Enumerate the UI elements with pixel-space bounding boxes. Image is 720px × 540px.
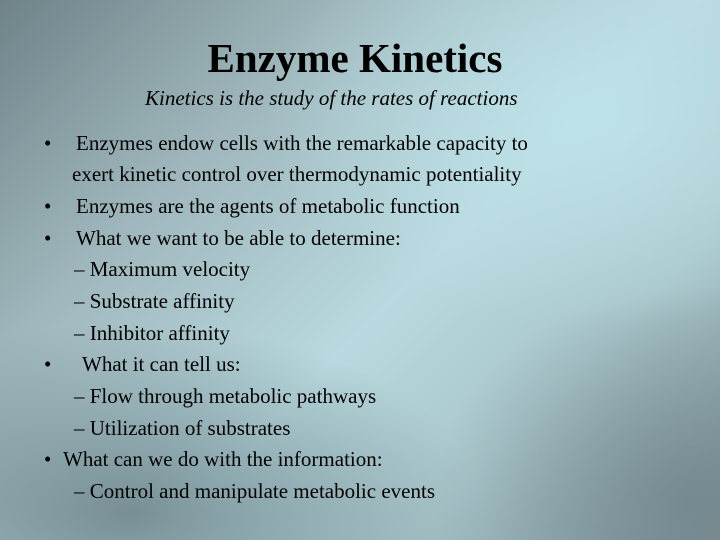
sub-bullet-text: – Substrate affinity (74, 289, 235, 313)
bullet-text: exert kinetic control over thermodynamic potentiality (72, 162, 522, 186)
bullet-text: What can we do with the information: (63, 447, 383, 471)
slide-title: Enzyme Kinetics (207, 35, 503, 81)
bullet-text: Enzymes endow cells with the remarkable capacity to (76, 131, 528, 155)
sub-bullet-text: – Maximum velocity (74, 257, 251, 281)
slide-subtitle: Kinetics is the study of the rates of reactions (145, 86, 518, 110)
bullet-text: Enzymes are the agents of metabolic function (76, 194, 460, 218)
bullet-icon: • (44, 447, 52, 471)
sub-bullet-text: – Utilization of substrates (74, 416, 291, 440)
bullet-text: What we want to be able to determine: (76, 226, 401, 250)
bullet-icon: • (44, 226, 52, 250)
bullet-icon: • (44, 131, 52, 155)
bullet-icon: • (44, 352, 52, 376)
sub-bullet-text: – Control and manipulate metabolic events (74, 479, 435, 503)
sub-bullet-text: – Inhibitor affinity (74, 321, 230, 345)
sub-bullet-text: – Flow through metabolic pathways (74, 384, 377, 408)
bullet-icon: • (44, 194, 52, 218)
bullet-text: What it can tell us: (82, 352, 241, 376)
